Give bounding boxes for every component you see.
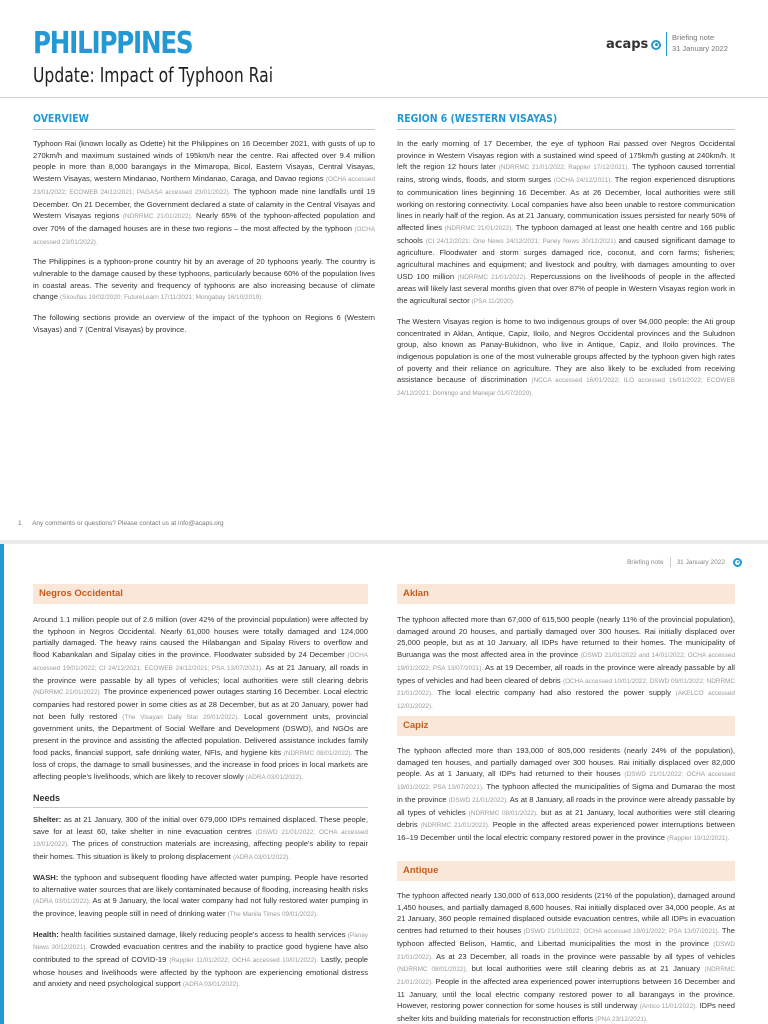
antique-band [397,861,735,881]
region6-paragraph: In the early morning of 17 December, the eye of typhoon Rai passed over Negros Occidental province in Western Visayas region with a sustained wind speed of 175km/h gusting at 240km/h. It left the region 12 hours later (NDRRMC 21/01/2022; Rappler 17/12/2021). The typhoon caused torrential rains, strong winds, floods, and storm surges (OCHA 24/12/2021). The region experienced disruptions to communication lines beginning 16 December. As at 26 December, local authorities were still working on restoring connectivity. Local companies have also been unable to restore communication lines in nearly half of the region. As at 21 January, communication issues persisted for nearly 50% of affected lines (NDRRMC 21/01/2022). The typhoon damaged at least one health centre and 166 public schools (CI 24/12/2021; One News 24/12/2021; Paney News 30/12/2021) and caused significant damage to agriculture. Floodwater and storm surges damaged rice, coconut, and corn farms; fisheries; agricultural machines and equipment; and livestock and poultry, with damages amounting to over USD 100 million (NDRRMC 21/01/2022). Repercussions on the livelihoods of people in the affected areas will likely last several months given that over 87% of people in Western Visayas region work in the agricultural sector (PSA 11/2020). [397,139,735,306]
logo-text: acaps [606,37,649,52]
page-title: PHILIPPINES [33,26,193,61]
capiz-label: Capiz [403,720,429,731]
aklan-body [397,614,735,721]
overview-paragraph: Typhoon Rai (known locally as Odette) hit the Philippines on 16 December 2021, with gusts of up to 270km/h and maximum sustained winds of 195km/h near the centre. Rai affected over 9.4 million people in more than 8,000 barangays in the Mimaropa, Bicol, Eastern Visayas, Central Visayas, Western Visayas, western Mindanao, Northern Mindanao, Caraga, and Davao regions (OCHA accessed 23/01/2022; ECOWEB 24/12/2021; PAGASA accessed 23/01/2022). The typhoon made nine landfalls until 19 December. On 21 December, the Government declared a state of calamity in the Central Visayas and Western Visayas regions (NDRRMC 21/01/2022). Nearly 65% of the typhoon-affected population and over 70% of the damaged houses are in these two regions – the most affected by the typhoon (OCHA accessed 23/01/2022). [33,139,375,246]
aklan-label: Aklan [403,588,429,599]
meta-divider [666,32,667,56]
wash-need: WASH: the typhoon and subsequent flooding have affected water pumping. People have resorted to alternative water sources that are likely contaminated because of flooding, increasing health risks (ADRA 03/01/2022). As at 9 January, the local water company had not fully restored water pumping in the province, leaving people still in need of drinking water (The Manila Times 09/01/2022). [33,872,368,918]
overview-paragraph: The Philippines is a typhoon-prone country hit by an average of 20 typhoons yearly. The country is vulnerable to the damage caused by these typhoons, particularly because 60% of the population lives in coastal areas. The severity and frequency of typhoons are also increasing because of climate change (Skoufias 19/02/2020; FutureLearn 17/11/2021; Mongabay 16/10/2019). [33,257,375,302]
doc-meta [672,32,728,54]
capiz-body [397,745,735,853]
overview-body [33,138,375,344]
overview-rule [33,129,375,130]
negros-label: Negros Occidental [39,588,123,599]
doc-type: Briefing note [672,33,715,42]
negros-body [33,614,368,792]
needs-body [33,814,368,999]
target-icon [651,40,661,50]
page2-meta [627,557,742,567]
page2-date: 31 January 2022 [676,558,725,566]
needs-heading: Needs [33,793,61,803]
aklan-paragraph: The typhoon affected more than 67,000 of 615,500 people (nearly 11% of the provincial population), damaged around 20 houses, and partially damaged over 300 houses. Rai initially displaced over 25,000 people, but as at 10 January, all IDPs have returned to their homes. The municipality of Buruanga was the most affected area in the province (DSWD 21/01/2022 and 14/01/2022; OCHA accessed 19/01/2022; PSA 13/07/2021). As at 19 December, all roads in the province were already passable by all types of vehicles and had been cleared of debris (OCHA accessed 10/01/2022; DSWD 09/01/2022; NDRRMC 21/01/2022). The local electric company had also restored the power supply (AKELCO accessed 12/01/2022). [397,615,735,710]
page2-doc-type: Briefing note [627,558,664,566]
shelter-need: Shelter: as at 21 January, 300 of the initial over 679,000 IDPs remained displaced. These people, save for at least 60, take shelter in nine evacuation centres (DSWD 21/01/2022; OCHA accessed 19/01/2022). The prices of construction materials are increasing, affecting people's ability to repair their homes. This situation is likely to prolong displacement (ADRA 03/01/2022). [33,815,368,862]
needs-rule [33,807,368,808]
region6-body [397,138,735,408]
footnote-text[interactable]: Any comments or questions? Please contact us at info@acaps.org [32,520,224,527]
page-accent-bar [0,544,4,1024]
page-2 [0,544,768,1024]
doc-date: 31 January 2022 [672,44,728,53]
negros-band [33,584,368,604]
meta-separator [670,557,671,567]
page-subtitle: Update: Impact of Typhoon Rai [33,63,274,87]
antique-body [397,890,735,1024]
acaps-logo[interactable] [606,37,661,52]
footnote-number: 1 [18,520,22,527]
capiz-band [397,716,735,736]
footnote [18,520,224,527]
negros-paragraph: Around 1.1 million people out of 2.6 million (over 42% of the provincial population) were affected by the typhoon in Negros Occidental. Nearly 61,000 houses were totally damaged and 124,000 partially damaged. The heavy rains caused the Hilabangan and Sipalay Rivers to overflow and flood Kabankalan and Sipalay cities in the province. Floodwater subsided by 24 December (OCHA accessed 19/01/2022; CI 24/12/2021; ECOWEB 24/12/2021; PSA 13/07/2021). As at 21 January, all roads in the province were passable by all types of vehicles; local authorities were still clearing debris (NDRRMC 21/01/2022). The province experienced power outages starting 16 December. Local electric companies had restored power in some cities as at 28 December, but as at 20 January, power had not been fully restored (The Visayan Daily Star 20/01/2022). Local government units, provincial government units, the Department of Social Welfare and Development (DSWD), and NGOs are present in the province and assisting the affected population. Delivered assistance includes family food packs, financial support, safe drinking water, NFIs, and hygiene kits (NDRRMC 08/01/2022). The loss of crops, the damage to small businesses, and the increase in food prices in local markets are affecting people's livelihoods, which are likely to recover slowly (ADRA 03/01/2022). [33,615,368,782]
health-need: Health: health facilities sustained damage, likely reducing people's access to health services (Panay News 30/12/2021). Crowded evacuation centres and the inability to practice good hygiene have also contributed to the spread of COVID-19 (Rappler 11/01/2022; OCHA accessed 10/01/2022). Lastly, people whose houses and livelihoods were affected by the typhoon are experiencing emotional distress and anxiety and need psychological support (ADRA 03/01/2022). [33,929,368,989]
overview-paragraph: The following sections provide an overview of the impact of the typhoon on Regions 6 (Western Visayas) and 7 (Central Visayas) by province. [33,313,375,334]
region6-paragraph: The Western Visayas region is home to two indigenous groups of over 94,000 people: the Ati group concentrated in Aklan, Antique, Capiz, Iloilo, and Negros Occidental provinces and the Suludnon group, also known as Panay-Bukidnon, who live in Antique, Capiz, and Iloilo provinces. The indigenous population is one of the most vulnerable groups affected by the typhoon given high rates of poverty and their reliance on agriculture. They are also likely to be excluded from receiving assistance because of discrimination (NCCA accessed 16/01/2022; ILO accessed 16/01/2022; ECOWEB 24/12/2021; Domingo and Manejar 01/07/2020). [397,316,735,398]
header-divider [0,97,768,98]
region6-heading: REGION 6 (WESTERN VISAYAS) [397,112,558,125]
pin-icon [733,558,742,567]
capiz-paragraph: The typhoon affected more than 193,000 of 805,000 residents (nearly 24% of the population), damaged ten houses, and partially damaged over 300 houses. Rai initially displaced over 82,000 people. As at 1 January, all IDPs had returned to their houses (DSWD 21/01/2022; OCHA accessed 19/01/2022; PSA 13/07/2021). The typhoon affected the municipalities of Sigma and Dumarao the most in the province (DSWD 21/01/2022). As at 8 January, all roads in the province were already passable by all types of vehicles (NDRRMC 08/01/2022), but as at 21 January, local authorities were still clearing debris (NDRRMC 21/01/2022). People in the affected areas experienced power interruptions between 16–19 December until the local electric company restored power in the province (Rappler 19/12/2021). [397,746,735,842]
antique-label: Antique [403,865,439,876]
overview-heading: OVERVIEW [33,112,89,125]
antique-paragraph: The typhoon affected nearly 130,000 of 613,000 residents (21% of the population), damaged around 1,450 houses, and partially damaged 8,600 houses. Rai initially displaced over 34,000 people. As at 21 January, 360 people remained displaced outside evacuation centres, while all IDPs in evacuation centres had returned to their houses (DSWD 21/01/2022; OCHA accessed 19/01/2022; PSA 13/07/2021). The typhoon affected Belison, Hamtic, and Libertad municipalities the most in the province (DSWD 21/01/2022). As at 23 December, all roads in the province were passable by all types of vehicles (NDRRMC 08/01/2022), but local authorities were still clearing debris as at 21 January (NDRRMC 21/01/2022). People in the affected area experienced power interruptions between 16 December and 11 January, until the local electric company restored power to all barangays in the province. However, restoring power connection for some houses is still underway (Antico 11/01/2022). IDPs need shelter kits and building materials for reconstruction efforts (PNA 23/12/2021). [397,891,735,1024]
aklan-band [397,584,735,604]
region6-rule [397,129,735,130]
